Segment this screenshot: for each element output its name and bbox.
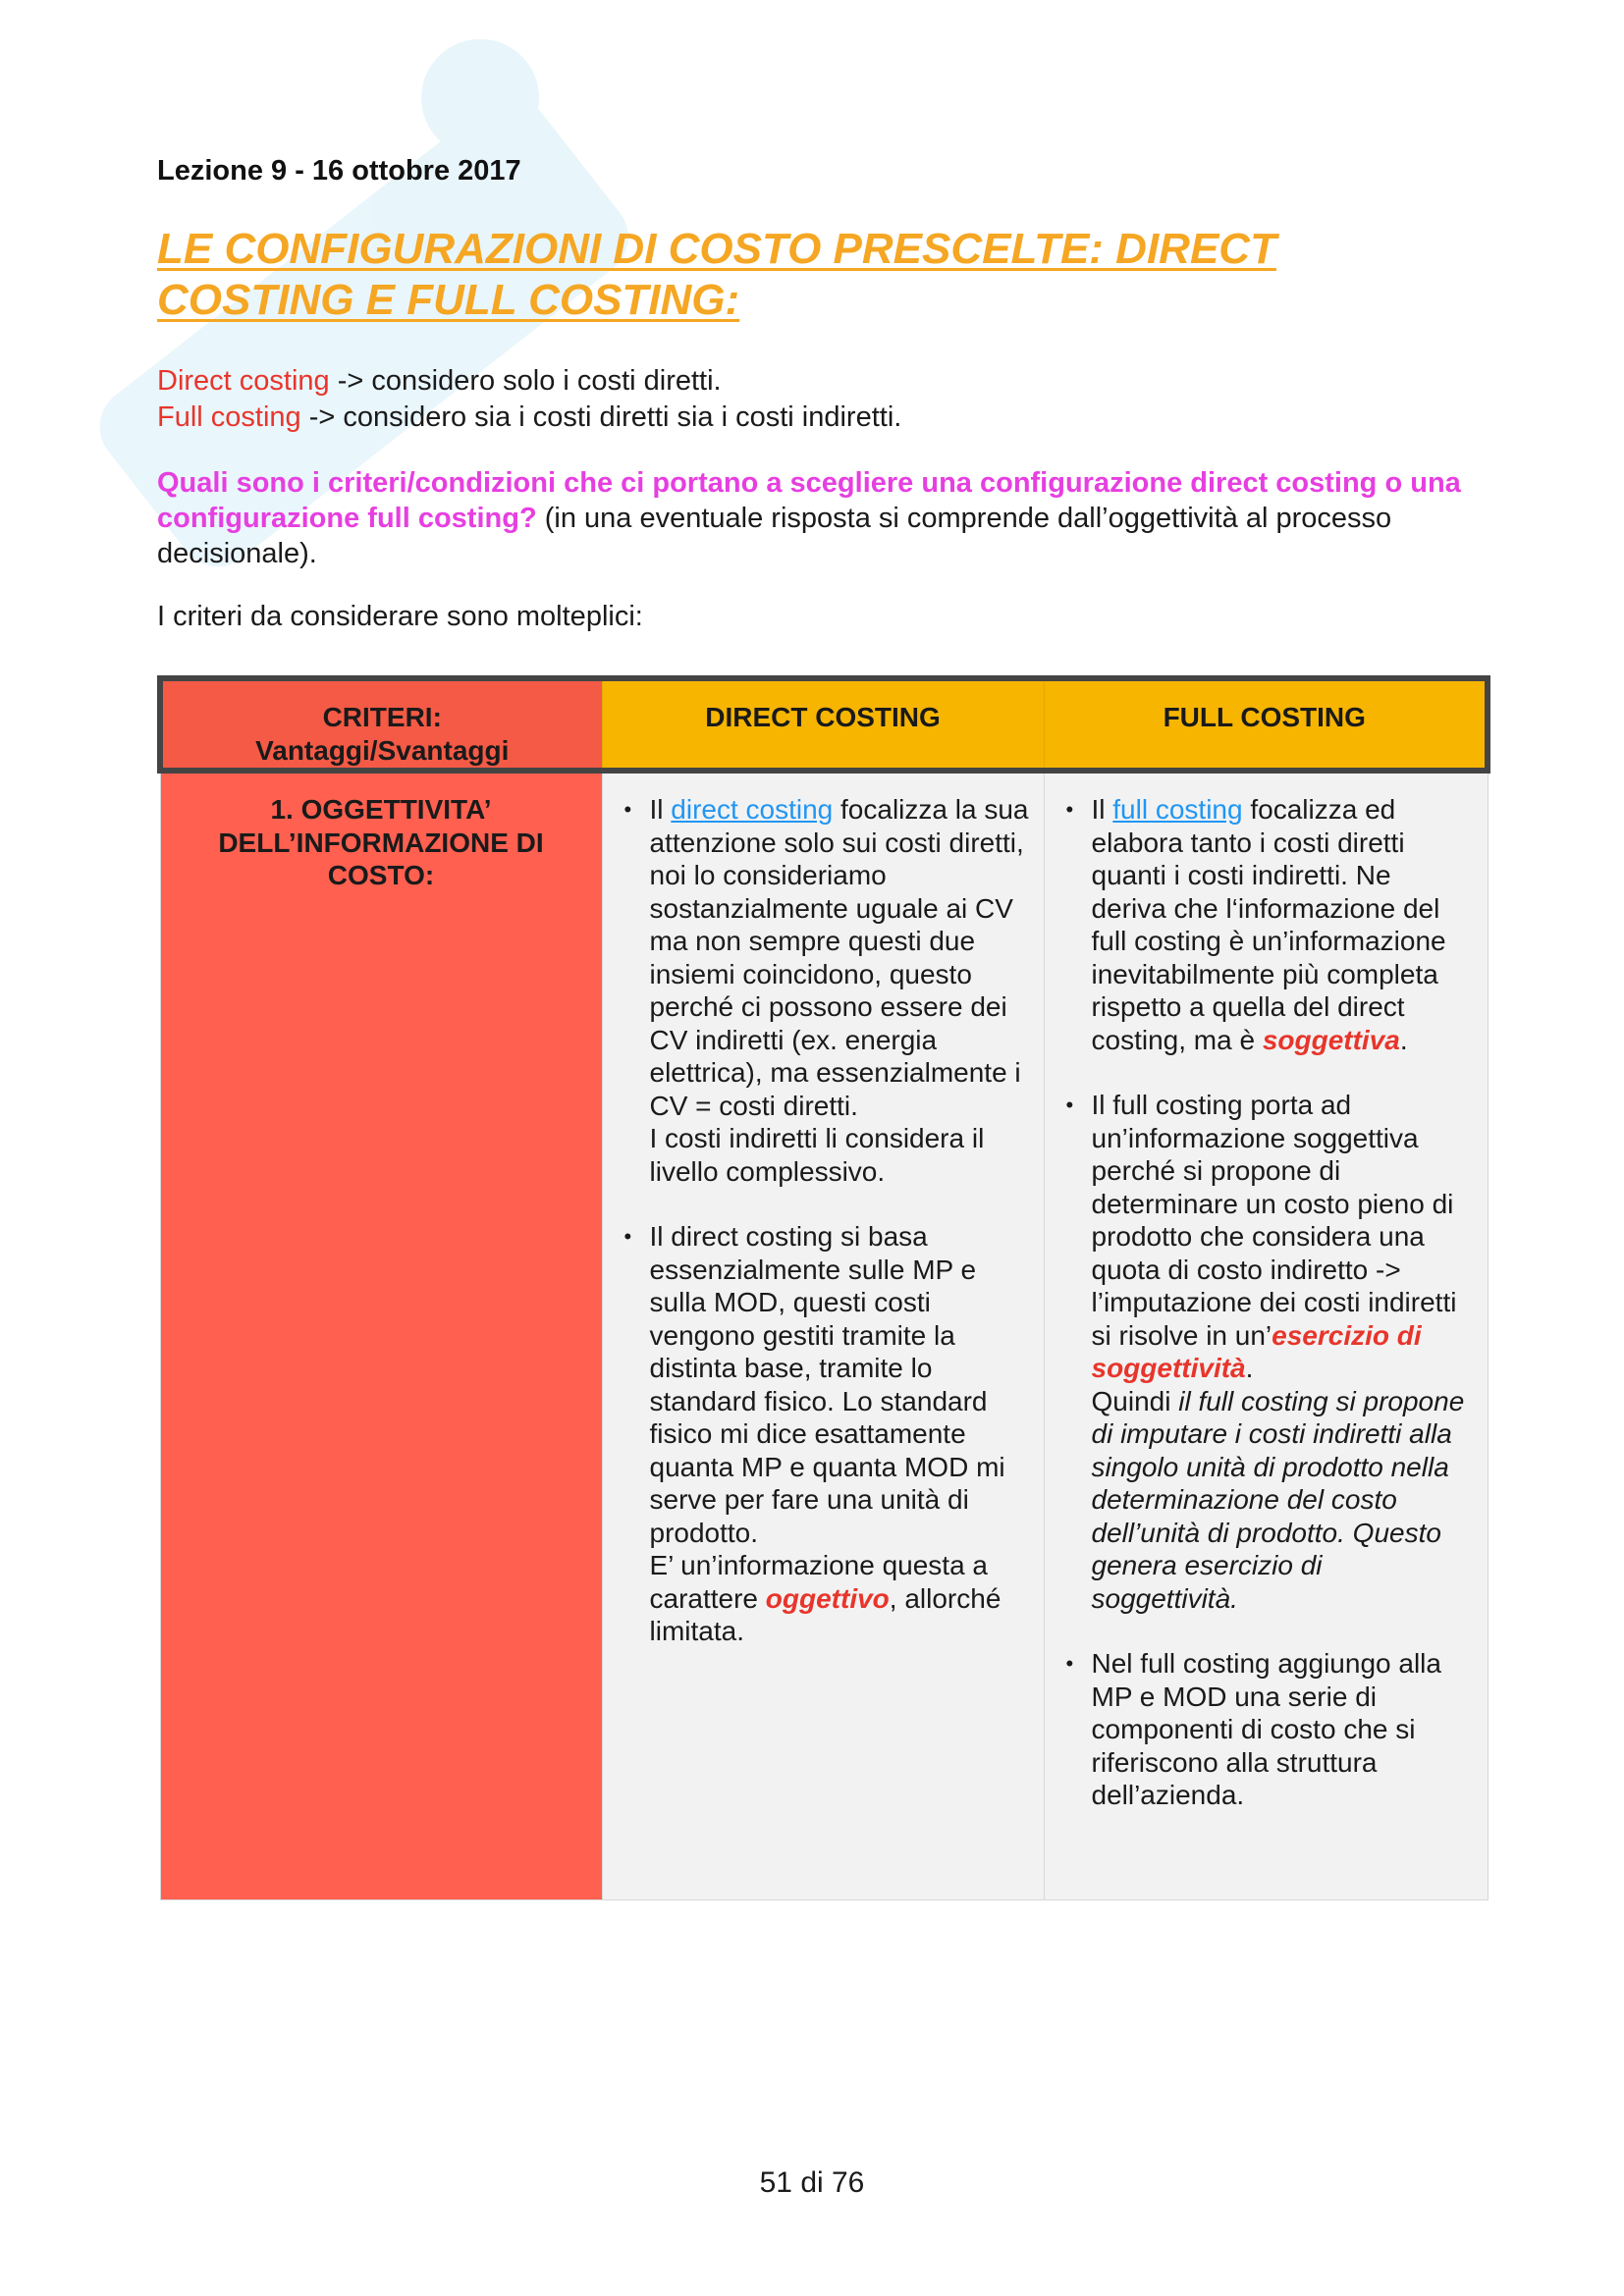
title-line-2: COSTING E FULL COSTING:	[157, 276, 740, 324]
full-costing-definition: Full costing -> considero sia i costi diretti sia i costi indiretti.	[157, 401, 902, 433]
list-item: • Nel full costing aggiungo alla MP e MOD una serie di componenti di costo che si riferiscono alla struttura dell’azienda.	[1092, 1647, 1474, 1812]
header-full-costing: FULL COSTING	[1044, 678, 1488, 771]
header-direct-costing: DIRECT COSTING	[602, 678, 1044, 771]
list-item: • Il direct costing focalizza la sua attenzione solo sui costi diretti, noi lo consideriamo sostanzialmente uguale ai CV ma non sempre questi due insiemi coincidono, questo perché ci possono essere dei CV indiretti (ex. energia elettrica), ma essenzialmente i CV = costi diretti. I costi indiretti li considera il livello complessivo.	[650, 793, 1030, 1188]
direct-costing-definition: Direct costing -> considero solo i costi diretti.	[157, 365, 722, 397]
header-criteria: CRITERI: Vantaggi/Svantaggi	[160, 678, 602, 771]
table-row	[160, 771, 1488, 1899]
list-item: • Il full costing focalizza ed elabora tanto i costi diretti quanti i costi indiretti. Ne deriva che l‘informazione del full costing è un’informazione inevitabilmente più completa rispetto a quella del direct costing, ma è soggettiva.	[1092, 793, 1474, 1056]
question-note: (in una eventuale risposta si comprende dall’oggettività al processo decisionale).	[157, 503, 1392, 569]
full-costing-link[interactable]: full costing	[1112, 794, 1243, 825]
page-title	[157, 224, 1384, 326]
criteria-intro: I criteri da considerare sono molteplici:	[157, 601, 643, 632]
question-highlight: Quali sono i criteri/condizioni che ci portano a scegliere una configurazione direct costing o una configurazione full costing?	[157, 467, 1461, 534]
full-costing-cell	[1044, 771, 1488, 1899]
page-number: 51 di 76	[759, 2166, 865, 2199]
direct-costing-cell	[602, 771, 1044, 1899]
title-line-1: LE CONFIGURAZIONI DI COSTO PRESCELTE: DIRECT	[157, 225, 1276, 273]
criterion-cell: 1. OGGETTIVITA’ DELL’INFORMAZIONE DI COSTO:	[160, 771, 602, 1899]
direct-costing-link[interactable]: direct costing	[671, 794, 834, 825]
list-item: • Il direct costing si basa essenzialmente sulle MP e sulla MOD, questi costi vengono gestiti tramite la distinta base, tramite lo standard fisico. Lo standard fisico mi dice esattamente quanta MP e quanta MOD mi serve per fare una unità di prodotto. E’ un’informazione questa a carattere oggettivo, allorché limitata.	[650, 1220, 1030, 1648]
lesson-heading: Lezione 9 - 16 ottobre 2017	[157, 155, 521, 187]
criteria-table	[157, 675, 1490, 1900]
list-item: • Il full costing porta ad un’informazione soggettiva perché si propone di determinare un costo pieno di prodotto che considera una quota di costo indiretto -> l’imputazione dei costi indiretti si risolve in un’esercizio di soggettività. Quindi il full costing si propone di imputare i costi indiretti alla singolo unità di prodotto nella determinazione del costo dell’unità di prodotto. Questo genera esercizio di soggettività.	[1092, 1089, 1474, 1615]
criteria-question	[157, 465, 1492, 571]
definitions	[157, 363, 901, 436]
table-header-row	[160, 678, 1488, 771]
